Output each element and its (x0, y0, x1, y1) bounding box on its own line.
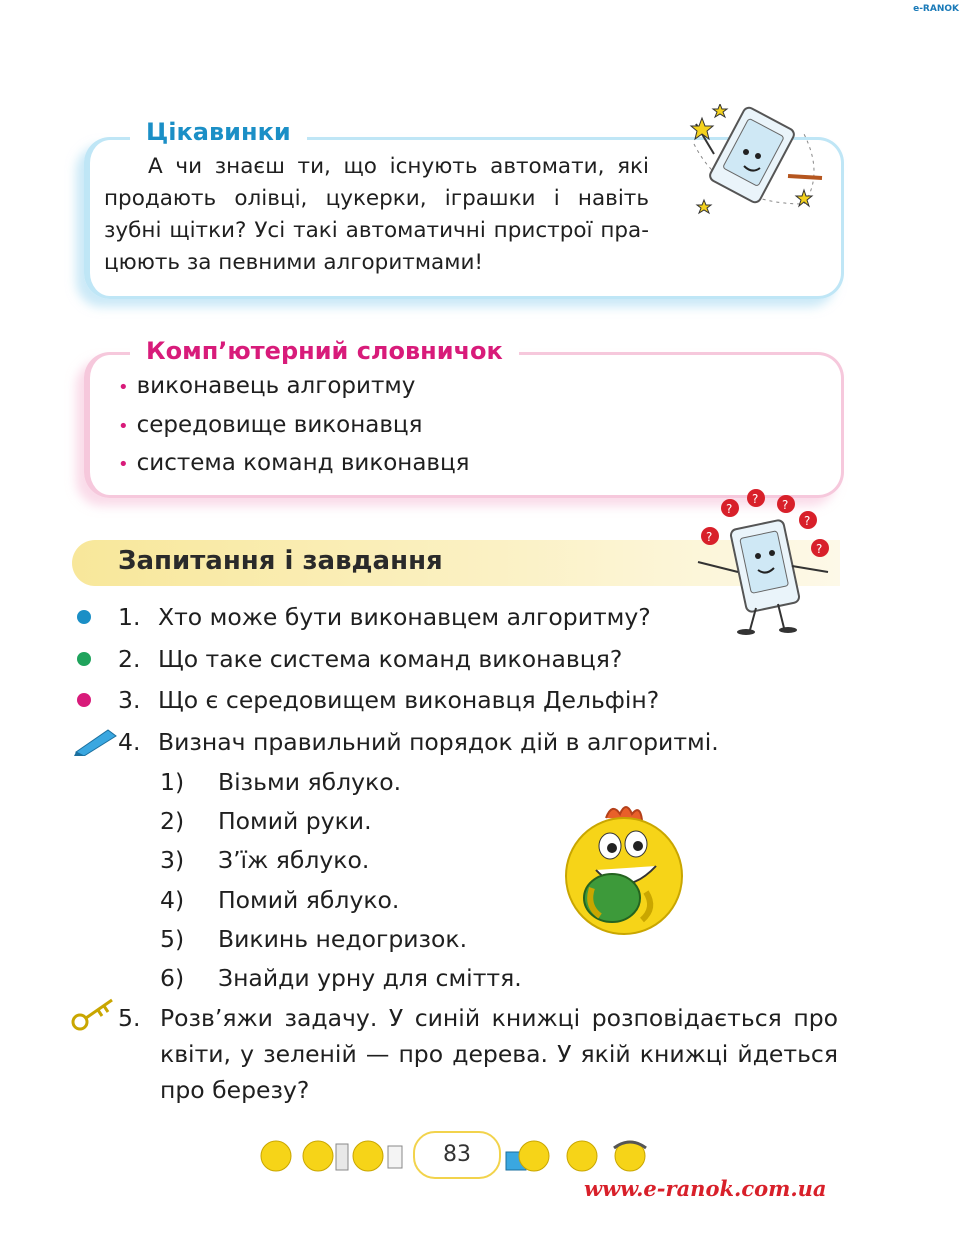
algorithm-steps-list (160, 763, 522, 998)
vocabulary-item: • виконавець алгоритму (118, 373, 416, 399)
smiley-eating-apple-illustration (556, 796, 692, 946)
svg-text:?: ? (782, 498, 789, 512)
vocabulary-box-title: Комп’ютерний словничок (130, 337, 519, 365)
task-5: 5. Розв’яжи задачу. У синій книжці розповідається про квіти, у зеленій — про дерева. У якій книжці йдеться про березу? (118, 1004, 838, 1104)
bullet-icon: • (118, 377, 129, 398)
svg-text:?: ? (752, 492, 759, 506)
list-item: 3) З’їж яблуко. (160, 846, 370, 875)
pink-level-bullet-icon (77, 693, 91, 707)
bullet-icon: • (118, 415, 129, 437)
blue-level-bullet-icon (77, 610, 91, 624)
question-1: 1. Хто може бути виконавцем алгоритму? (118, 603, 651, 631)
svg-text:?: ? (804, 514, 811, 528)
vocabulary-list (118, 368, 469, 484)
list-item: 2) Помий руки. (160, 807, 372, 836)
list-item: 5) Викинь недогризок. (160, 924, 468, 953)
fact-box-text: А чи знаєш ти, що існують автомати, які продають олівці, цукерки, іграшки і навіть зубні щітки? Усі такі автоматичні пристрої пра-цюють за певними алгоритмами! (104, 154, 649, 275)
key-icon (70, 996, 116, 1032)
juggling-tablet-mascot-illustration (688, 486, 836, 636)
vocabulary-item: • середовище виконавця (118, 411, 423, 438)
vocabulary-item: • система команд виконавця (118, 450, 470, 476)
page-number: 83 (413, 1131, 501, 1179)
pencil-icon (72, 726, 118, 756)
question-3: 3. Що є середовищем виконавця Дельфін? (118, 686, 660, 714)
fact-box-title: Цікавинки (130, 118, 307, 146)
footer-mascots-right-illustration (502, 1136, 658, 1176)
green-level-bullet-icon (77, 652, 91, 666)
svg-text:?: ? (726, 502, 733, 516)
svg-text:?: ? (816, 542, 823, 556)
section-title: Запитання і завдання (118, 546, 443, 576)
list-item: 4) Помий яблуко. (160, 885, 400, 914)
tablet-mascot-illustration (684, 104, 830, 234)
svg-text:?: ? (706, 530, 713, 544)
list-item: 6) Знайди урну для сміття. (160, 964, 522, 993)
footer-mascots-left-illustration (256, 1136, 412, 1176)
website-link[interactable]: www.e-ranok.com.ua (584, 1176, 827, 1201)
publisher-logo: e-RANOK (913, 4, 959, 14)
question-4: 4. Визнач правильний порядок дій в алгоритмі. (118, 728, 719, 756)
list-item: 1) Візьми яблуко. (160, 768, 402, 796)
question-2: 2. Що таке система команд виконавця? (118, 645, 623, 673)
bullet-icon: • (118, 454, 129, 475)
